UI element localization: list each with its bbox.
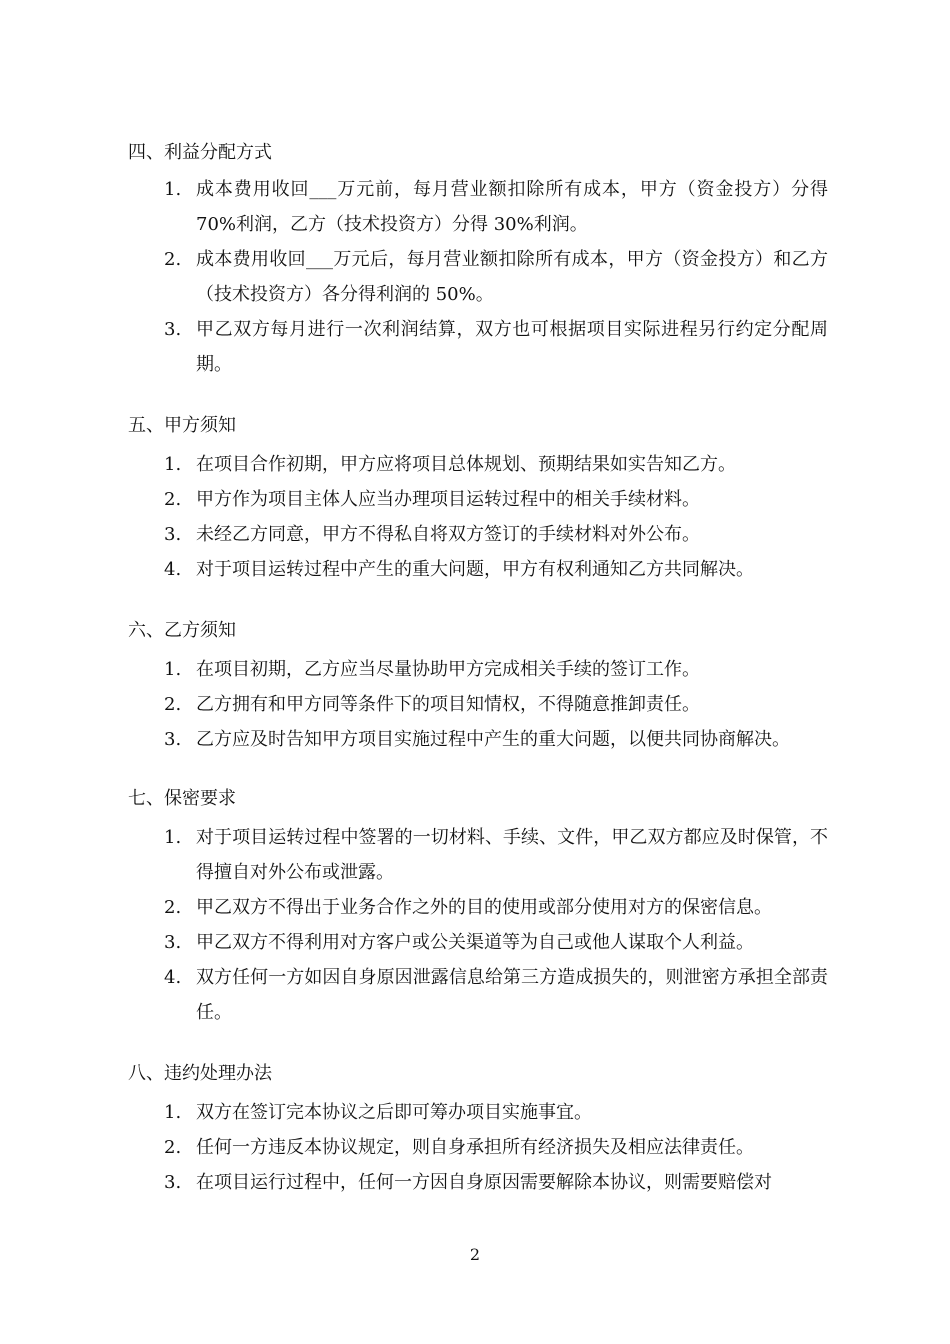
clause-text: 在项目初期，乙方应当尽量协助甲方完成相关手续的签订工作。 bbox=[196, 659, 700, 680]
clause-number: 2. bbox=[164, 489, 182, 510]
clause-text: 乙方拥有和甲方同等条件下的项目知情权，不得随意推卸责任。 bbox=[196, 694, 700, 715]
clause-list bbox=[128, 172, 828, 382]
clause-text: 甲方作为项目主体人应当办理项目运转过程中的相关手续材料。 bbox=[196, 489, 700, 510]
section-heading: 五、甲方须知 bbox=[128, 415, 236, 436]
clause-list bbox=[128, 820, 828, 1030]
clause-text: 任何一方违反本协议规定，则自身承担所有经济损失及相应法律责任。 bbox=[196, 1137, 754, 1158]
clause-number: 3. bbox=[164, 319, 182, 340]
section-profit-distribution bbox=[128, 140, 828, 382]
clause-item bbox=[128, 1095, 828, 1130]
clause-text: 成本费用收回___万元前，每月营业额扣除所有成本，甲方（资金投方）分得 70%利润，乙方（技术投资方）分得 30%利润。 bbox=[196, 179, 828, 235]
clause-number: 1. bbox=[164, 454, 182, 475]
clause-text: 双方在签订完本协议之后即可筹办项目实施事宜。 bbox=[196, 1102, 592, 1123]
clause-list bbox=[128, 447, 828, 587]
section-party-b-notice bbox=[128, 618, 828, 757]
clause-number: 2. bbox=[164, 897, 182, 918]
clause-item bbox=[128, 172, 828, 242]
clause-number: 2. bbox=[164, 694, 182, 715]
section-breach-handling bbox=[128, 1061, 828, 1200]
clause-number: 1. bbox=[164, 1102, 182, 1123]
section-party-a-notice bbox=[128, 413, 828, 587]
clause-number: 4. bbox=[164, 559, 182, 580]
clause-item bbox=[128, 1165, 828, 1200]
clause-item bbox=[128, 722, 828, 757]
clause-item bbox=[128, 447, 828, 482]
clause-list bbox=[128, 652, 828, 757]
clause-number: 1. bbox=[164, 827, 182, 848]
clause-number: 3. bbox=[164, 524, 182, 545]
clause-item bbox=[128, 242, 828, 312]
clause-item bbox=[128, 652, 828, 687]
clause-number: 2. bbox=[164, 1137, 182, 1158]
clause-item bbox=[128, 820, 828, 890]
clause-item bbox=[128, 482, 828, 517]
clause-item bbox=[128, 517, 828, 552]
clause-item bbox=[128, 312, 828, 382]
section-heading: 八、违约处理办法 bbox=[128, 1063, 272, 1084]
clause-text: 甲乙双方每月进行一次利润结算，双方也可根据项目实际进程另行约定分配周期。 bbox=[196, 319, 828, 375]
clause-text: 成本费用收回___万元后，每月营业额扣除所有成本，甲方（资金投方）和乙方（技术投资方）各分得利润的 50%。 bbox=[196, 249, 828, 305]
clause-text: 甲乙双方不得出于业务合作之外的目的使用或部分使用对方的保密信息。 bbox=[196, 897, 772, 918]
clause-text: 对于项目运转过程中签署的一切材料、手续、文件，甲乙双方都应及时保管，不得擅自对外公布或泄露。 bbox=[196, 827, 828, 883]
clause-item bbox=[128, 687, 828, 722]
section-heading: 六、乙方须知 bbox=[128, 620, 236, 641]
clause-text: 未经乙方同意，甲方不得私自将双方签订的手续材料对外公布。 bbox=[196, 524, 700, 545]
clause-text: 乙方应及时告知甲方项目实施过程中产生的重大问题，以便共同协商解决。 bbox=[196, 729, 790, 750]
clause-list bbox=[128, 1095, 828, 1200]
clause-item bbox=[128, 552, 828, 587]
clause-number: 4. bbox=[164, 967, 182, 988]
clause-item bbox=[128, 1130, 828, 1165]
section-heading: 七、保密要求 bbox=[128, 788, 236, 809]
page-number: 2 bbox=[469, 1245, 481, 1264]
clause-text: 对于项目运转过程中产生的重大问题，甲方有权利通知乙方共同解决。 bbox=[196, 559, 754, 580]
clause-text: 在项目运行过程中，任何一方因自身原因需要解除本协议，则需要赔偿对 bbox=[196, 1172, 772, 1193]
clause-number: 3. bbox=[164, 1172, 182, 1193]
clause-number: 3. bbox=[164, 932, 182, 953]
clause-text: 在项目合作初期，甲方应将项目总体规划、预期结果如实告知乙方。 bbox=[196, 454, 736, 475]
clause-text: 双方任何一方如因自身原因泄露信息给第三方造成损失的，则泄密方承担全部责任。 bbox=[196, 967, 828, 1023]
clause-item bbox=[128, 960, 828, 1030]
clause-number: 3. bbox=[164, 729, 182, 750]
clause-text: 甲乙双方不得利用对方客户或公关渠道等为自己或他人谋取个人利益。 bbox=[196, 932, 754, 953]
clause-number: 1. bbox=[164, 659, 182, 680]
clause-number: 2. bbox=[164, 249, 182, 270]
clause-number: 1. bbox=[164, 179, 182, 200]
clause-item bbox=[128, 925, 828, 960]
clause-item bbox=[128, 890, 828, 925]
section-confidentiality bbox=[128, 786, 828, 1030]
section-heading: 四、利益分配方式 bbox=[128, 142, 272, 163]
